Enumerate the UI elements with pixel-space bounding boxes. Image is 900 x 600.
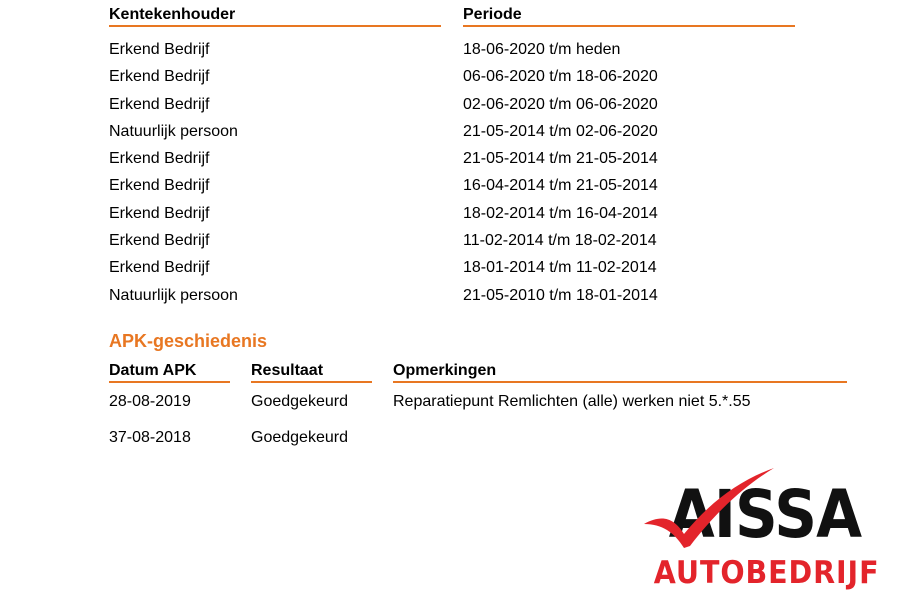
header-kentekenhouder: Kentekenhouder — [109, 6, 441, 27]
table-row — [109, 67, 809, 94]
apk-section-title: APK-geschiedenis — [109, 331, 268, 351]
table-row — [109, 95, 809, 122]
owner-cell: Erkend Bedrijf — [109, 232, 210, 250]
owner-cell: Erkend Bedrijf — [109, 95, 210, 113]
table-row — [109, 122, 809, 149]
apk-remarks-cell: Reparatiepunt Remlichten (alle) werken niet 5.*.55 — [393, 393, 751, 410]
period-cell: 16-04-2014 t/m 21-05-2014 — [463, 177, 658, 195]
owner-cell: Erkend Bedrijf — [109, 41, 210, 58]
owner-cell: Erkend Bedrijf — [109, 150, 210, 168]
apk-result-cell: Goedgekeurd — [251, 393, 348, 410]
period-cell: 18-02-2014 t/m 16-04-2014 — [463, 204, 658, 222]
owner-cell: Erkend Bedrijf — [109, 68, 210, 86]
period-cell: 02-06-2020 t/m 06-06-2020 — [463, 95, 658, 113]
table-row — [109, 258, 809, 285]
owners-table — [109, 40, 809, 313]
table-row — [109, 392, 869, 428]
header-resultaat: Resultaat — [251, 362, 372, 383]
header-opmerkingen: Opmerkingen — [393, 362, 847, 383]
apk-result-cell: Goedgekeurd — [251, 429, 348, 446]
period-cell: 06-06-2020 t/m 18-06-2020 — [463, 68, 658, 86]
table-row — [109, 204, 809, 231]
logo-swoosh-icon — [640, 462, 890, 562]
period-cell: 21-05-2010 t/m 18-01-2014 — [463, 286, 658, 304]
period-cell: 18-06-2020 t/m heden — [463, 41, 621, 58]
header-periode: Periode — [463, 6, 795, 27]
apk-date-cell: 37-08-2018 — [109, 429, 191, 446]
header-datum-apk: Datum APK — [109, 362, 230, 383]
logo-subtitle: AUTOBEDRIJF — [653, 555, 880, 591]
apk-date-cell: 28-08-2019 — [109, 393, 191, 410]
logo-wordmark: AISSA — [668, 476, 862, 553]
period-cell: 21-05-2014 t/m 21-05-2014 — [463, 150, 658, 168]
owner-cell: Natuurlijk persoon — [109, 286, 238, 304]
table-row — [109, 40, 809, 67]
period-cell: 21-05-2014 t/m 02-06-2020 — [463, 122, 658, 140]
owner-cell: Erkend Bedrijf — [109, 204, 210, 222]
table-row — [109, 286, 809, 313]
owner-cell: Erkend Bedrijf — [109, 177, 210, 195]
owner-cell: Natuurlijk persoon — [109, 122, 238, 140]
owner-cell: Erkend Bedrijf — [109, 259, 210, 277]
aissa-autobedrijf-logo — [640, 462, 890, 594]
apk-table — [109, 392, 869, 464]
table-row — [109, 231, 809, 258]
table-row — [109, 149, 809, 176]
period-cell: 18-01-2014 t/m 11-02-2014 — [463, 259, 657, 277]
table-row — [109, 176, 809, 203]
table-row — [109, 428, 869, 464]
period-cell: 11-02-2014 t/m 18-02-2014 — [463, 232, 657, 250]
